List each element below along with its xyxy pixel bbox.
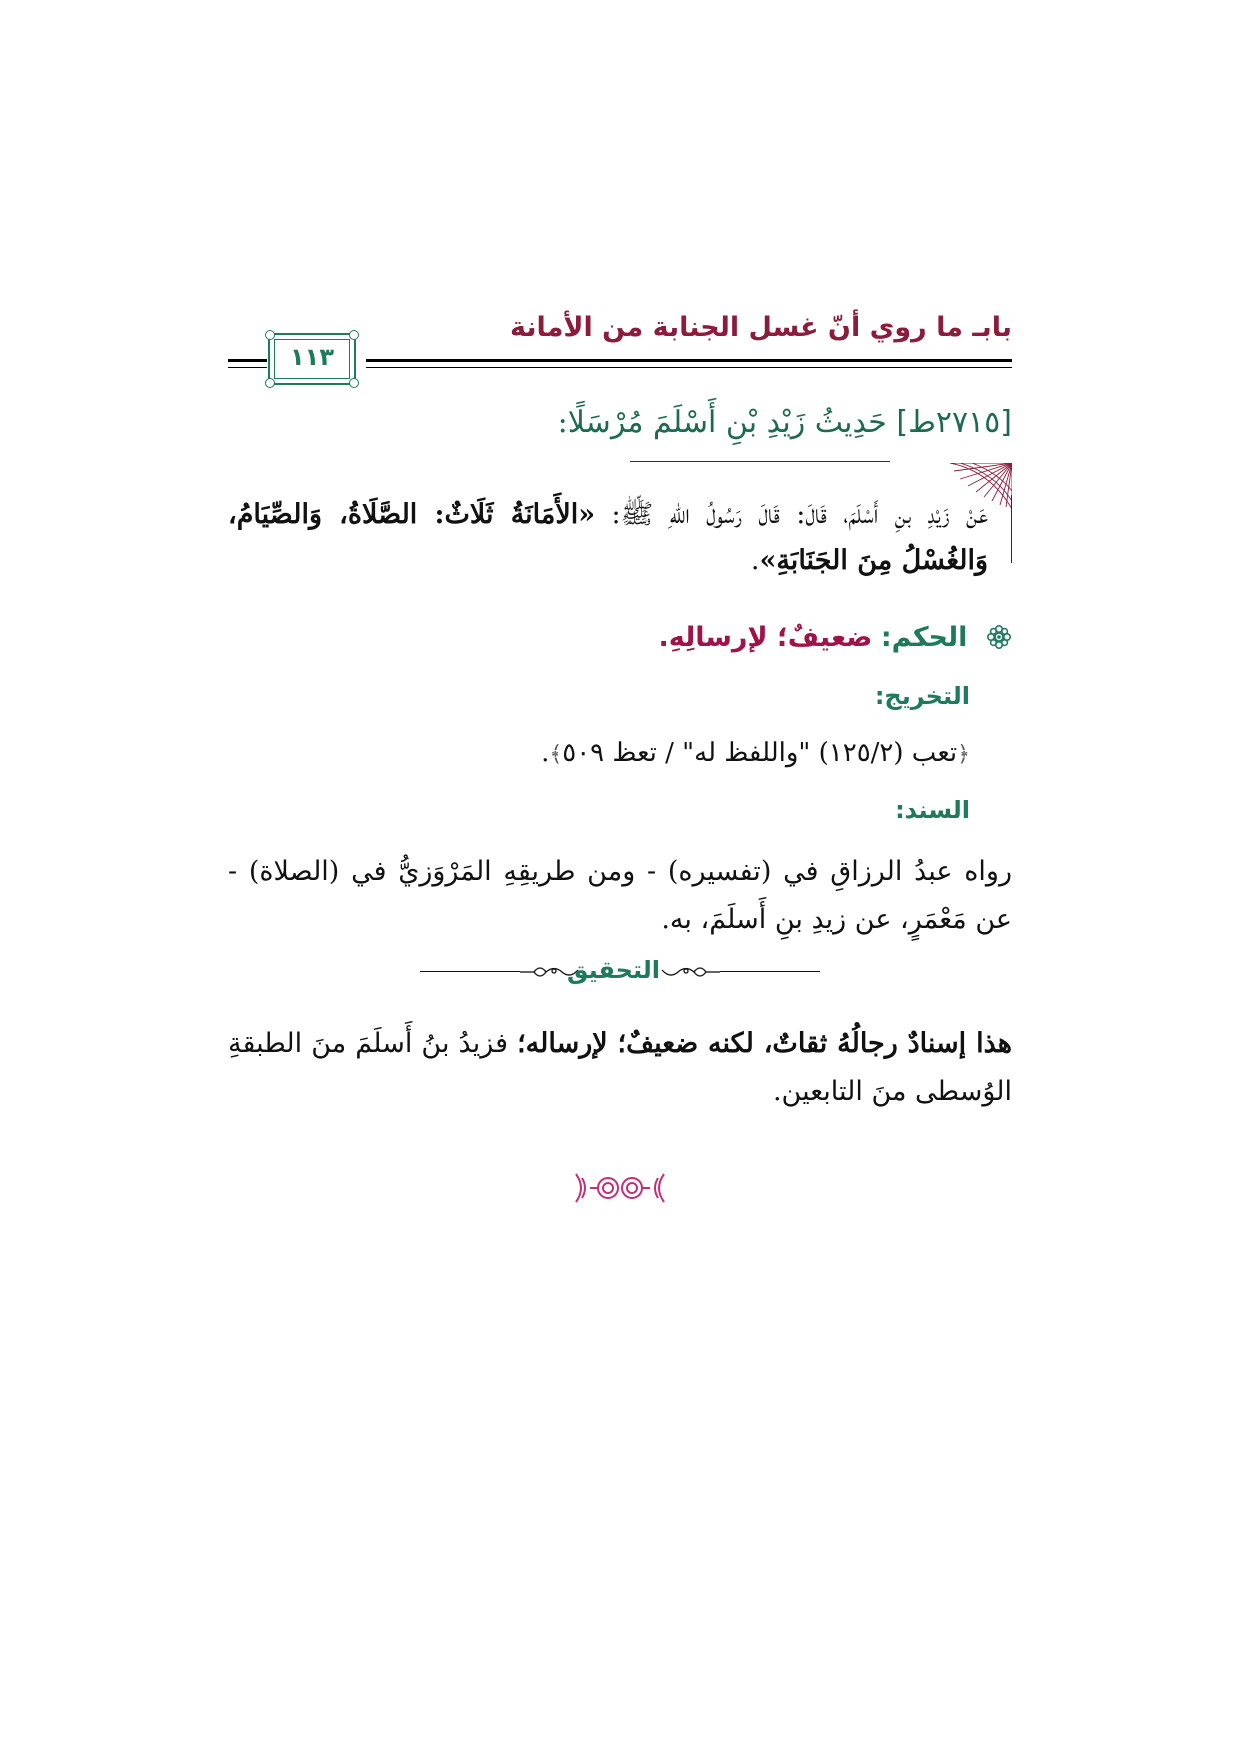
frame-corner-ornament [349, 330, 359, 340]
takhrij-text: تعب (١٢٥/٢) "واللفظ له" / تعظ ٥٠٩ [562, 738, 958, 768]
ruling-label: الحكم: [880, 622, 968, 653]
takhrij-label: التخريج: [874, 682, 970, 710]
matn-end: . [750, 545, 760, 576]
hadith-title: حَدِيثُ زَيْدِ بْنِ أَسْلَمَ مُرْسَلًا: [557, 405, 887, 440]
page-number-frame [268, 333, 356, 385]
sanad-text: رواه عبدُ الرزاقِ في (تفسيره) - ومن طريقِهِ المَرْوَزيُّ في (الصلاة) - عن مَعْمَرٍ، عن زيدِ بنِ أَسلَمَ، به. [228, 856, 1012, 935]
heading-underline [630, 461, 890, 462]
flower-bullet-icon [986, 624, 1012, 650]
ruling-line [658, 622, 1012, 653]
tahqiq-rest: فزيدُ بنُ أَسلَمَ منَ الطبقةِ الوُسطى منَ التابعين. [228, 1028, 1012, 1107]
takhrij-reference [541, 738, 970, 768]
frame-corner-ornament [265, 378, 275, 388]
frame-corner-ornament [349, 378, 359, 388]
divider-swirl-icon [660, 962, 720, 982]
running-chapter-title: بابـ ما روي أنّ غسل الجنابة من الأمانة [510, 312, 1012, 343]
header-rule [366, 359, 1012, 368]
end-of-section-ornament-icon [570, 1168, 670, 1208]
divider-line [720, 971, 820, 972]
close-bracket-icon: ﴾ [549, 742, 563, 767]
header-rule-short [228, 359, 267, 368]
open-bracket-icon: ﴿ [957, 742, 970, 767]
tahqiq-title: التحقيق [566, 956, 660, 984]
tahqiq-text [228, 1020, 1012, 1116]
tahqiq-bold: هذا إسنادٌ رجالُهُ ثقاتٌ، لكنه ضعيفٌ؛ لإرساله؛ [517, 1028, 1012, 1059]
hadith-number: [٢٧١٥ط] [896, 405, 1012, 440]
divider-line [420, 971, 520, 972]
page-number: ١١٣ [290, 343, 334, 371]
sanad-label: السند: [895, 796, 970, 824]
hadith-heading [558, 405, 1012, 440]
ruling-verdict: ضعيفٌ؛ لإرسالِهِ. [658, 622, 873, 653]
matn-quote: «الأَمَانَةُ ثَلَاثٌ: الصَّلَاةُ، وَالصِّيَامُ، وَالغُسْلُ مِنَ الجَنَابَةِ» [228, 499, 988, 576]
tahqiq-divider [420, 954, 820, 990]
hadith-matn [228, 492, 988, 584]
matn-intro: عَنْ زَيْدِ بنِ أَسْلَمَ، قَالَ: قَالَ رَسُولُ اللهِ ﷺ: [595, 499, 988, 530]
matn-side-rule [1011, 495, 1012, 563]
frame-corner-ornament [265, 330, 275, 340]
takhrij-end: . [541, 738, 550, 768]
